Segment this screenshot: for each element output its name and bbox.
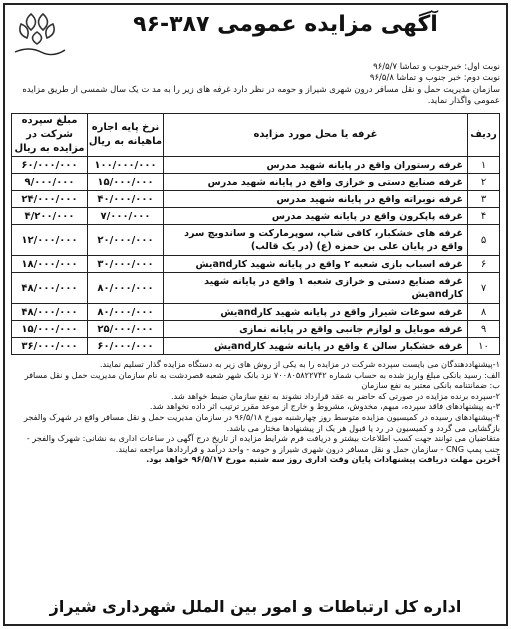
row-idx: ۵ [468, 225, 500, 256]
col-idx: ردیف [468, 114, 500, 157]
row-rent: ۶۰/۰۰۰/۰۰۰ [88, 338, 164, 355]
row-idx: ۷ [468, 273, 500, 304]
row-rent: ۱۵/۰۰۰/۰۰۰ [88, 174, 164, 191]
notice-second: نوبت دوم: خبر جنوب و تماشا ۹۶/۵/۸ [369, 73, 500, 83]
table-header-row [12, 114, 500, 157]
note-4: ۲-سپرده برنده مزایده در صورتی که حاضر به عقد قرارداد نشوند به نفع سازمان ضبط خواهد شد. [170, 390, 500, 401]
row-idx: ۸ [468, 304, 500, 321]
table-row [12, 174, 500, 191]
row-idx: ۴ [468, 208, 500, 225]
row-deposit: ۱۲/۰۰۰/۰۰۰ [12, 225, 88, 256]
row-deposit: ۴۸/۰۰۰/۰۰۰ [12, 273, 88, 304]
row-deposit: ۶۰/۰۰۰/۰۰۰ [12, 157, 88, 174]
table-row [12, 225, 500, 256]
row-rent: ۴۰/۰۰۰/۰۰۰ [88, 191, 164, 208]
table-row [12, 208, 500, 225]
row-rent: ۸۰/۰۰۰/۰۰۰ [88, 273, 164, 304]
intro-text: سازمان مدیریت حمل و نقل مسافر درون شهری شیراز و حومه در نظر دارد غرفه های زیر را به مد ت یک سال شمسی از طریق مزایده عمومی واگذار نماید. [22, 85, 500, 106]
row-desc: غرفه رستوران واقع در پایانه شهید مدرس [164, 157, 468, 174]
row-deposit: ۱۵/۰۰۰/۰۰۰ [12, 321, 88, 338]
table-row [12, 157, 500, 174]
table-row [12, 304, 500, 321]
row-idx: ۹ [468, 321, 500, 338]
table-row [12, 191, 500, 208]
table-row [12, 256, 500, 273]
col-deposit: مبلغ سپرده شرکت در مزایده به ریال [12, 114, 88, 157]
row-rent: ۱۰۰/۰۰۰/۰۰۰ [88, 157, 164, 174]
header [11, 10, 500, 62]
row-idx: ۲ [468, 174, 500, 191]
table-row [12, 321, 500, 338]
row-desc: غرفه موبایل و لوازم جانبی واقع در پایانه نمازی [164, 321, 468, 338]
row-desc: غرفه خشکبار سالن ٤ واقع در پایانه شهید کارandیش [164, 338, 468, 355]
col-rent: نرخ پایه اجاره ماهیانه به ریال [88, 114, 164, 157]
auction-table [11, 113, 500, 355]
row-desc: غرفه های خشکبار، کافی شاپ، سوپرمارکت و ساندویچ سرد واقع در پایان علی بن حمزه (ع) (در یک قالب) [164, 225, 468, 256]
row-rent: ۲۰/۰۰۰/۰۰۰ [88, 225, 164, 256]
notice-first: نوبت اول: خبرجنوب و تماشا ۹۶/۵/۷ [373, 62, 500, 72]
row-desc: غرفه نوبراته واقع در پایانه شهید مدرس [164, 191, 468, 208]
row-rent: ۲۵/۰۰۰/۰۰۰ [88, 321, 164, 338]
row-deposit: ۱۸/۰۰۰/۰۰۰ [12, 256, 88, 273]
note-2: الف: رسید بانکی مبلغ واریز شده به حساب شماره ۷۰۰۸۰۵۸۲۲۷۴۲ نزد بانک شهر شعبه قصردشت به نام سازمان مدیریت حمل و نقل مسافر [24, 369, 500, 380]
row-desc: غرفه پاپکرون واقع در پایانه شهید مدرس [164, 208, 468, 225]
row-deposit: ۳۶/۰۰۰/۰۰۰ [12, 338, 88, 355]
note-6: ۴-پیشنهادهای رسیده در کمیسیون مزایده متوسط روز چهارشنبه مورخ ۹۶/۵/۱۸ در سازمان مدیریت حمل و نقل مسافر واقع در شهرک والفجر بازگشایی می گردد و کمیسیون در رد یا قبول هر یک از پیشنهادها مختار می باشد. [23, 411, 500, 433]
note-8: آخرین مهلت دریافت پیشنهادات پایان وقت اداری روز سه شنبه مورخ ۹۶/۵/۱۷ خواهد بود. [146, 454, 500, 465]
conditions-notes [11, 359, 500, 465]
row-desc: غرفه اسباب بازی شعبه ۲ واقع در پایانه شهید کارandیش [164, 256, 468, 273]
row-idx: ۶ [468, 256, 500, 273]
ad-title: آگهی مزایده عمومی ۳۸۷-۹۶ [133, 12, 438, 37]
row-deposit: ۴/۲۰۰/۰۰۰ [12, 208, 88, 225]
note-1: ۱-پیشنهاددهندگان می بایست سپرده شرکت در مزایده را به یکی از روش های زیر به دستگاه مزایده گذار تسلیم نمایند. [99, 359, 500, 369]
advertisement-frame [3, 3, 508, 626]
row-rent: ۸۰/۰۰۰/۰۰۰ [88, 304, 164, 321]
table-row [12, 338, 500, 355]
note-3: ب: ضمانتنامه بانکی معتبر به نفع سازمان [361, 380, 500, 391]
row-rent: ۳۰/۰۰۰/۰۰۰ [88, 256, 164, 273]
shiraz-municipality-logo [11, 10, 69, 60]
note-5: ۳-به پیشنهادهای فاقد سپرده، مبهم، مخدوش، مشروط و خارج از موعد مقرر ترتیب اثر داده نخواهد شد. [149, 401, 500, 412]
row-deposit: ۲۴/۰۰۰/۰۰۰ [12, 191, 88, 208]
table-row [12, 273, 500, 304]
col-desc: غرفه یا محل مورد مزایده [164, 114, 468, 157]
note-7: متقاضیان می توانند جهت کسب اطلاعات بیشتر و دریافت فرم شرایط مزایده از تاریخ درج آگهی در ساعات اداری به نشانی: شهرک والفجر - جنب پمپ CNG - سازمان حمل و نقل مسافر درون شهری شیراز و حومه - واحد درآمد و قراردادها مراجعه نمایند. [26, 433, 500, 454]
row-deposit: ۴۸/۰۰۰/۰۰۰ [12, 304, 88, 321]
row-rent: ۷/۰۰۰/۰۰۰ [88, 208, 164, 225]
row-deposit: ۹/۰۰۰/۰۰۰ [12, 174, 88, 191]
publication-notices [11, 62, 500, 84]
row-desc: غرفه صنایع دستی و خرازی واقع در پایانه شهید مدرس [164, 174, 468, 191]
row-desc: غرفه سوغات شیراز واقع در پایانه شهید کارandیش [164, 304, 468, 321]
row-desc: غرفه صنایع دستی و خرازی شعبه ۱ واقع در پایانه شهید کارandیش [164, 273, 468, 304]
row-idx: ۳ [468, 191, 500, 208]
row-idx: ۱۰ [468, 338, 500, 355]
row-idx: ۱ [468, 157, 500, 174]
issuer-footer: اداره کل ارتباطات و امور بین الملل شهرداری شیراز [49, 597, 462, 616]
